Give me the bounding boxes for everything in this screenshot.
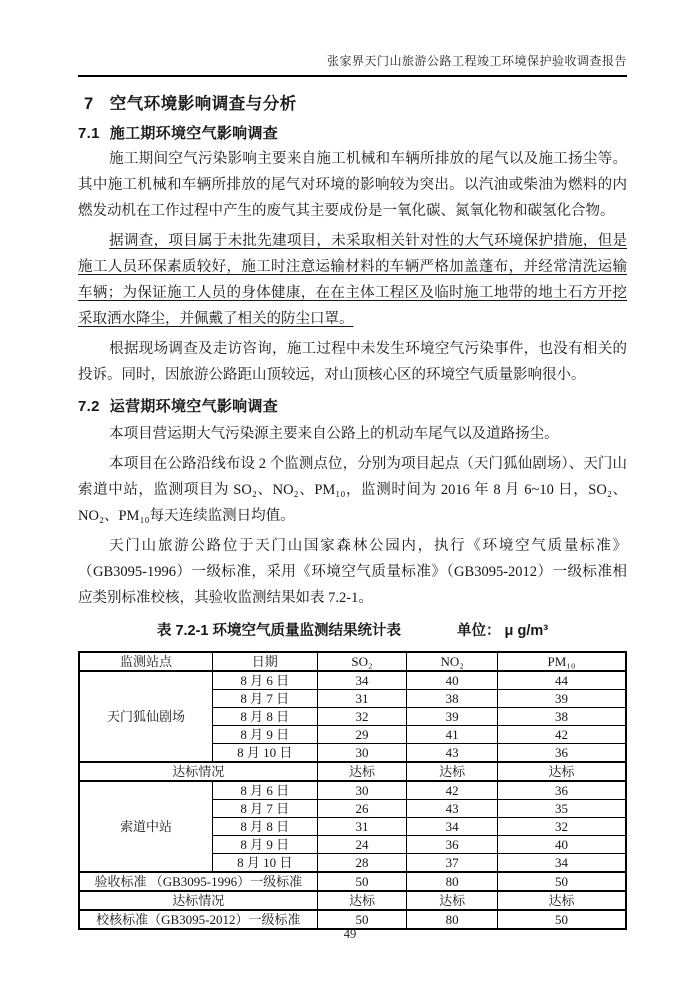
pm10-cell: 36 [497, 744, 626, 763]
so2-standard: 50 [317, 910, 407, 929]
no2-cell: 43 [407, 800, 498, 818]
no2-cell: 40 [407, 671, 498, 690]
so2-cell: 29 [317, 726, 407, 744]
so2-cell: 30 [317, 781, 407, 800]
acceptance-standard-row [79, 872, 626, 891]
col-header-so2: SO₂ [317, 652, 407, 671]
compliance-row-2 [79, 891, 626, 910]
pm10-standard: 50 [497, 910, 626, 929]
section-7-2-heading [78, 396, 627, 417]
no2-cell: 36 [407, 836, 498, 854]
section-7-1-title: 施工期环境空气影响调查 [109, 125, 279, 142]
col-header-no2: NO₂ [407, 652, 498, 671]
date-cell: 8 月 7 日 [213, 690, 318, 708]
standard-label: 验收标准 （GB3095-1996）一级标准 [79, 872, 317, 891]
no2-cell: 41 [407, 726, 498, 744]
section-7-1-heading [78, 123, 627, 144]
so2-cell: 26 [317, 800, 407, 818]
compliance-label: 达标情况 [79, 891, 317, 910]
table-caption-label: 表 7.2-1 环境空气质量监测结果统计表 [156, 623, 402, 639]
station2-name-cell: 索道中站 [79, 781, 213, 872]
so2-compliance: 达标 [317, 891, 407, 910]
section-7-2-title: 运营期环境空气影响调查 [109, 398, 279, 415]
para-operation-sources: 本项目营运期大气污染源主要来自公路上的机动车尾气以及道路扬尘。 [109, 426, 559, 442]
no2-standard: 80 [407, 910, 498, 929]
date-cell: 8 月 7 日 [213, 800, 318, 818]
para-construction-emissions: 施工期间空气污染影响主要来自施工机械和车辆所排放的尾气以及施工扬尘等。其中施工机械和车辆所排放的尾气对环境的影响较为突出。以汽油或柴油为燃料的内燃发动机在工作过程中产生的废气其主要成份是一氧化碳、氮氧化物和碳氢化合物。 [78, 151, 627, 219]
report-header [78, 0, 627, 77]
no2-standard: 80 [407, 872, 498, 891]
section-7-number: 7 [84, 95, 94, 113]
pm10-cell: 44 [497, 671, 626, 690]
so2-cell: 32 [317, 708, 407, 726]
date-cell: 8 月 10 日 [213, 854, 318, 873]
pm10-cell: 36 [497, 781, 626, 800]
table-header-row [79, 652, 626, 671]
so2-cell: 28 [317, 854, 407, 873]
date-cell: 8 月 6 日 [213, 781, 318, 800]
col-header-station: 监测站点 [79, 652, 213, 671]
section-7-1-number: 7.1 [78, 125, 100, 142]
no2-cell: 43 [407, 744, 498, 763]
pm10-cell: 35 [497, 800, 626, 818]
page-number: 49 [343, 927, 357, 941]
compliance-label: 达标情况 [79, 762, 317, 781]
so2-cell: 24 [317, 836, 407, 854]
so2-cell: 34 [317, 671, 407, 690]
date-cell: 8 月 10 日 [213, 744, 318, 763]
so2-cell: 31 [317, 690, 407, 708]
date-cell: 8 月 9 日 [213, 726, 318, 744]
so2-cell: 30 [317, 744, 407, 763]
table-row [79, 671, 626, 690]
so2-compliance: 达标 [317, 762, 407, 781]
table-row [79, 781, 626, 800]
air-quality-table [78, 651, 627, 930]
no2-compliance: 达标 [407, 762, 498, 781]
para-standards: 天门山旅游公路位于天门山国家森林公园内，执行《环境空气质量标准》（GB3095-1996）一级标准，采用《环境空气质量标准》（GB3095-2012）一级标准相应类别标准校核，其验收监测结果如表 7.2-1。 [78, 538, 627, 606]
section-7-2-number: 7.2 [78, 398, 100, 415]
so2-cell: 31 [317, 818, 407, 836]
report-header-title: 张家界天门山旅游公路工程竣工环境保护验收调查报告 [326, 54, 627, 68]
no2-cell: 34 [407, 818, 498, 836]
station1-name-cell: 天门狐仙剧场 [79, 671, 213, 762]
section-7-heading [84, 93, 627, 115]
para-monitoring-plan: 本项目在公路沿线布设 2 个监测点位，分别为项目起点（天门狐仙剧场）、天门山索道中站，监测项目为 SO₂、NO₂、PM₁₀，监测时间为 2016 年 8 月 6~10 日，SO₂、NO₂、PM₁₀每天连续监测日均值。 [78, 456, 627, 524]
no2-cell: 42 [407, 781, 498, 800]
date-cell: 8 月 8 日 [213, 818, 318, 836]
pm10-compliance: 达标 [497, 762, 626, 781]
pm10-cell: 42 [497, 726, 626, 744]
pm10-cell: 32 [497, 818, 626, 836]
pm10-cell: 40 [497, 836, 626, 854]
no2-cell: 37 [407, 854, 498, 873]
pm10-cell: 39 [497, 690, 626, 708]
date-cell: 8 月 9 日 [213, 836, 318, 854]
no2-cell: 38 [407, 690, 498, 708]
col-header-pm10: PM₁₀ [497, 652, 626, 671]
pm10-cell: 38 [497, 708, 626, 726]
no2-cell: 39 [407, 708, 498, 726]
date-cell: 8 月 8 日 [213, 708, 318, 726]
compliance-row-1 [79, 762, 626, 781]
col-header-date: 日期 [213, 652, 318, 671]
para-survey-measures-underlined: 据调查，项目属于未批先建项目，未采取相关针对性的大气环境保护措施，但是施工人员环保素质较好，施工时注意运输材料的车辆严格加盖蓬布，并经常清洗运输车辆；为保证施工人员的身体健康，在在主体工程区及临时施工地带的地土石方开挖采取洒水降尘，并佩戴了相关的防尘口罩。 [78, 233, 627, 327]
date-cell: 8 月 6 日 [213, 671, 318, 690]
pm10-cell: 34 [497, 854, 626, 873]
pm10-compliance: 达标 [497, 891, 626, 910]
pm10-standard: 50 [497, 872, 626, 891]
table-caption [78, 621, 627, 641]
section-7-title: 空气环境影响调查与分析 [109, 95, 297, 113]
table-caption-unit: 单位： μ g/m³ [457, 623, 549, 639]
para-site-survey: 根据现场调查及走访咨询，施工过程中未发生环境空气污染事件，也没有相关的投诉。同时，因旅游公路距山顶较远，对山顶核心区的环境空气质量影响很小。 [78, 341, 627, 383]
so2-standard: 50 [317, 872, 407, 891]
standard-label: 校核标准（GB3095-2012）一级标准 [79, 910, 317, 929]
no2-compliance: 达标 [407, 891, 498, 910]
